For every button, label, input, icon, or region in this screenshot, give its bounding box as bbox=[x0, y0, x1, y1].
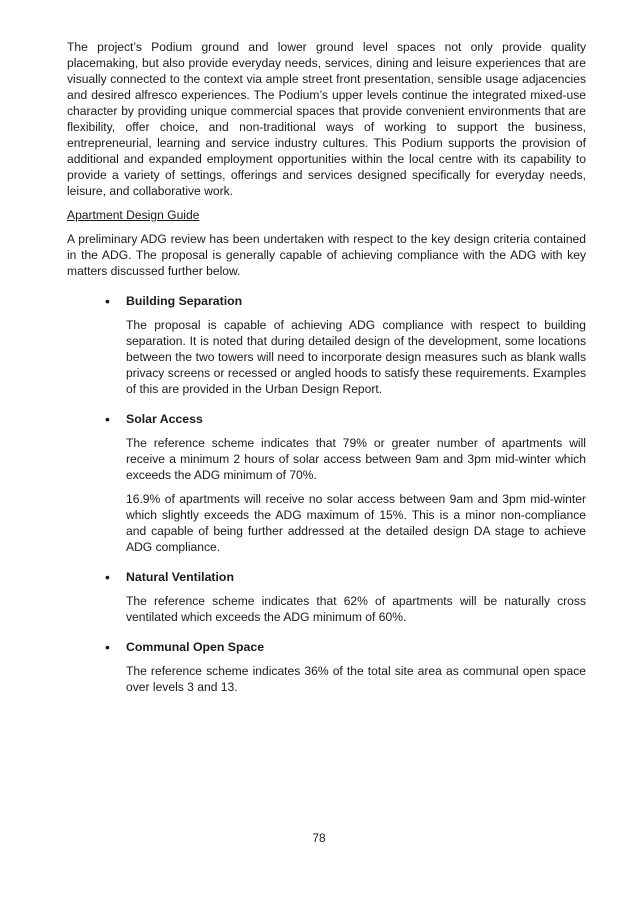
bullet-body bbox=[126, 435, 586, 555]
bullet-item-building-separation bbox=[67, 293, 586, 397]
bullet-body bbox=[126, 593, 586, 625]
adg-intro-paragraph: A preliminary ADG review has been undertaken with respect to the key design criteria contained in the ADG. The proposal is generally capable of achieving compliance with the ADG with key matters discussed further below. bbox=[67, 232, 586, 278]
bullet-item-communal-open-space bbox=[67, 639, 586, 695]
page-content bbox=[67, 39, 586, 709]
bullet-icon: • bbox=[105, 411, 110, 427]
bullet-paragraph: The reference scheme indicates 36% of the total site area as communal open space over levels 3 and 13. bbox=[126, 664, 586, 694]
bullet-icon: • bbox=[105, 569, 110, 585]
intro-paragraph: The project’s Podium ground and lower ground level spaces not only provide quality placemaking, but also provide everyday needs, services, dining and leisure experiences that are visually connected to the context via ample street front presentation, sensible usage adjacencies and desired alfresco experiences. The Podium’s upper levels continue the integrated mixed-use character by providing unique commercial spaces that provide convenient environments that are flexibility, offer choice, and non-traditional ways of working to support the business, entrepreneurial, learning and service industry cultures. This Podium supports the provision of additional and expanded employment opportunities within the local centre with its capability to provide a variety of settings, offerings and services designed specifically for everyday needs, leisure, and collaborative work. bbox=[67, 40, 586, 198]
bullet-icon: • bbox=[105, 293, 110, 309]
bullet-paragraph: The proposal is capable of achieving ADG compliance with respect to building separation. It is noted that during detailed design of the development, some locations between the two towers will need to incorporate design measures such as blank walls privacy screens or recessed or angled hoods to satisfy these requirements. Examples of this are provided in the Urban Design Report. bbox=[126, 318, 586, 396]
bullet-item-natural-ventilation bbox=[67, 569, 586, 625]
bullet-heading: Building Separation bbox=[126, 294, 243, 308]
page-number: 78 bbox=[312, 831, 326, 845]
bullet-heading: Solar Access bbox=[126, 412, 203, 426]
bullet-paragraph: The reference scheme indicates that 79% or greater number of apartments will receive a minimum 2 hours of solar access between 9am and 3pm mid-winter which exceeds the ADG minimum of 70%. bbox=[126, 436, 586, 482]
bullet-item-solar-access bbox=[67, 411, 586, 555]
bullet-body bbox=[126, 317, 586, 397]
bullet-heading: Communal Open Space bbox=[126, 640, 265, 654]
bullet-icon: • bbox=[105, 639, 110, 655]
bullet-heading: Natural Ventilation bbox=[126, 570, 234, 584]
bullet-paragraph: The reference scheme indicates that 62% of apartments will be naturally cross ventilated which exceeds the ADG minimum of 60%. bbox=[126, 594, 586, 624]
bullet-paragraph: 16.9% of apartments will receive no solar access between 9am and 3pm mid-winter which slightly exceeds the ADG maximum of 15%. This is a minor non-compliance and capable of being further addressed at the detailed design DA stage to achieve ADG compliance. bbox=[126, 492, 586, 554]
section-heading: Apartment Design Guide bbox=[67, 208, 200, 222]
bullet-body bbox=[126, 663, 586, 695]
